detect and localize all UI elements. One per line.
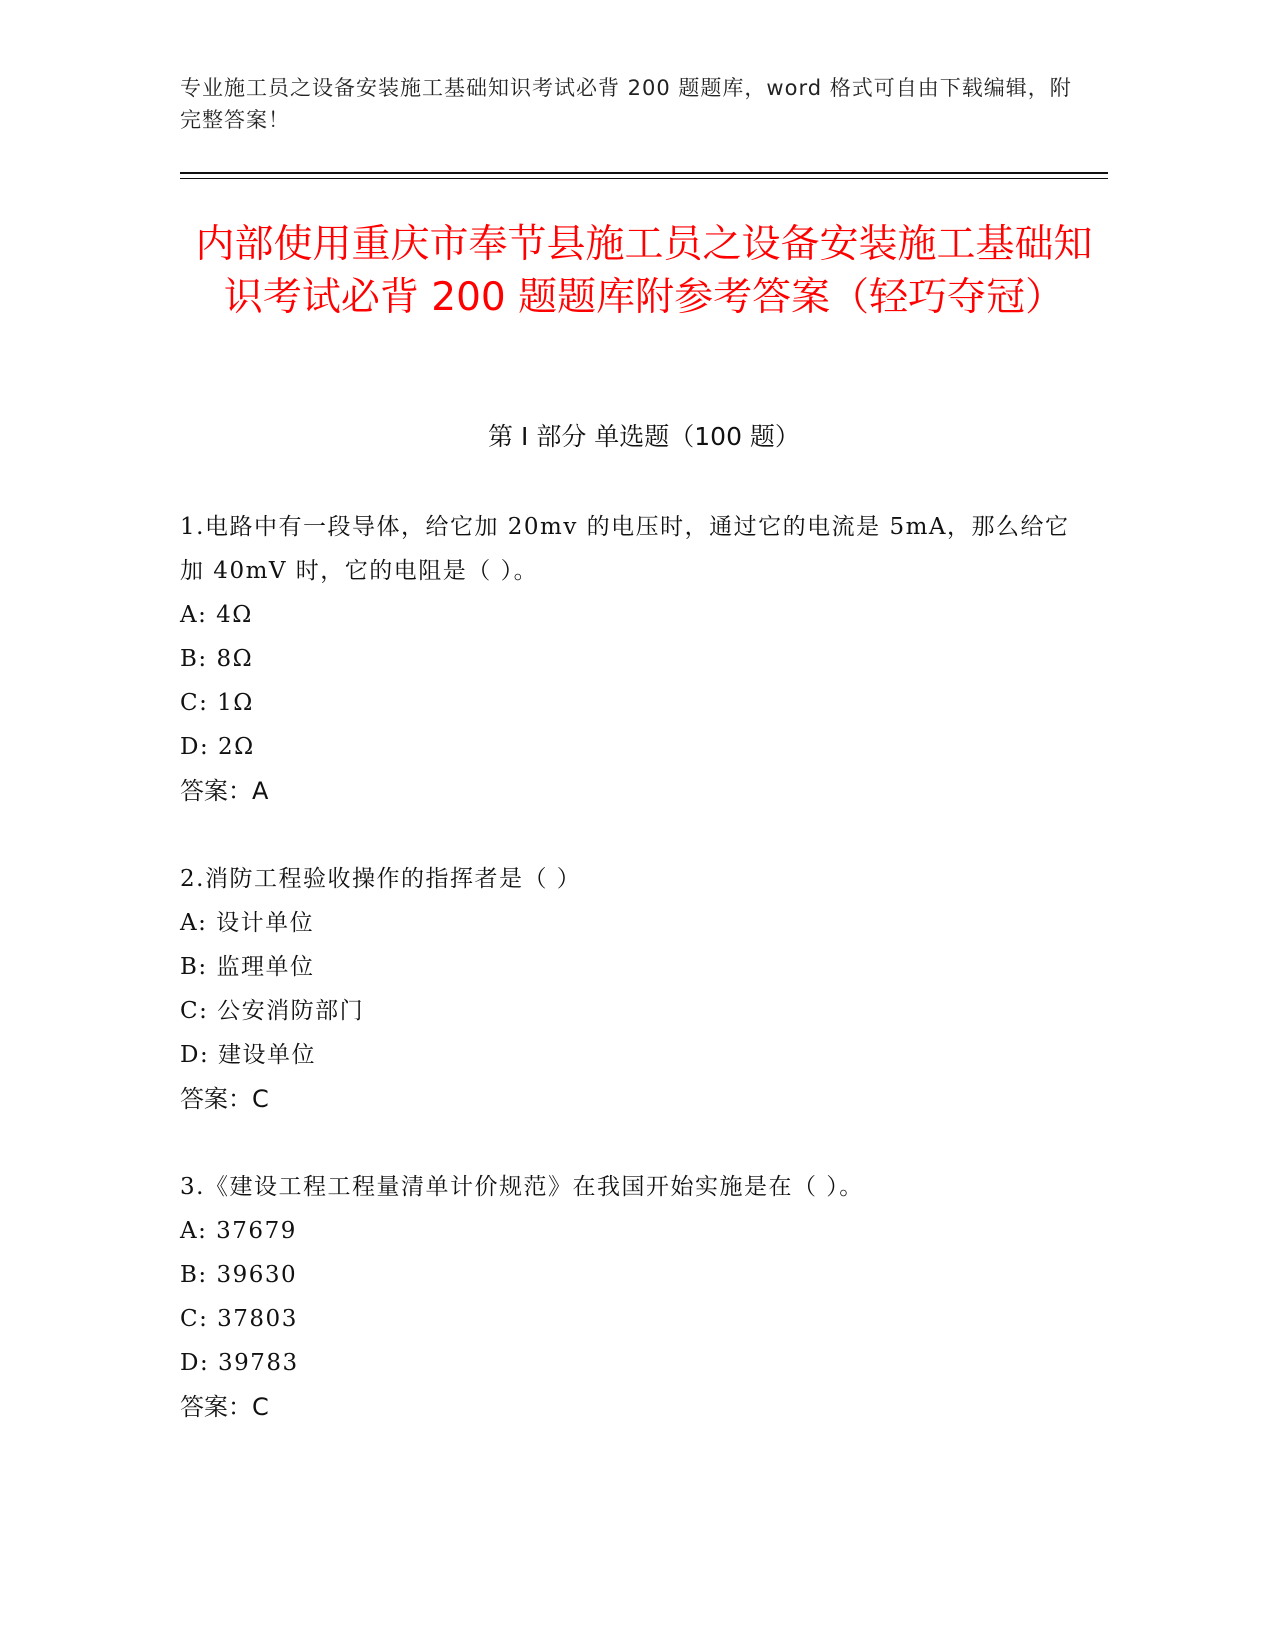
header-note: 专业施工员之设备安装施工基础知识考试必背 200 题题库，word 格式可自由下载编辑，附完整答案！ xyxy=(180,76,1072,132)
answer-line: 答案：C xyxy=(180,1085,269,1113)
option-c: C: 公安消防部门 xyxy=(180,998,365,1024)
option-b: B: 8Ω xyxy=(180,646,254,672)
option-d: D: 2Ω xyxy=(180,734,255,760)
question-stem: 1.电路中有一段导体，给它加 20mv 的电压时，通过它的电流是 5mA，那么给它加 40mV 时，它的电阻是（ ）。 xyxy=(180,514,1070,584)
option-c: C: 37803 xyxy=(180,1306,298,1332)
header-divider-thick xyxy=(180,172,1108,174)
question-3 xyxy=(180,1165,1080,1429)
answer-line: 答案：A xyxy=(180,777,269,805)
option-a: A: 4Ω xyxy=(180,602,253,628)
question-1 xyxy=(180,505,1080,813)
option-b: B: 监理单位 xyxy=(180,954,315,980)
header-divider-thin xyxy=(180,178,1108,179)
question-2 xyxy=(180,857,1080,1121)
question-list xyxy=(180,505,1080,1473)
option-a: A: 37679 xyxy=(180,1218,297,1244)
option-b: B: 39630 xyxy=(180,1262,298,1288)
option-a: A: 设计单位 xyxy=(180,910,315,936)
option-d: D: 建设单位 xyxy=(180,1042,317,1068)
answer-line: 答案：C xyxy=(180,1393,269,1421)
question-stem: 2.消防工程验收操作的指挥者是（ ） xyxy=(180,866,582,892)
option-c: C: 1Ω xyxy=(180,690,254,716)
question-stem: 3.《建设工程工程量清单计价规范》在我国开始实施是在（ ）。 xyxy=(180,1174,864,1200)
option-d: D: 39783 xyxy=(180,1350,299,1376)
section-title: 第 I 部分 单选题（100 题） xyxy=(488,422,800,451)
document-title: 内部使用重庆市奉节县施工员之设备安装施工基础知识考试必背 200 题题库附参考答案（轻巧夺冠） xyxy=(195,222,1093,320)
